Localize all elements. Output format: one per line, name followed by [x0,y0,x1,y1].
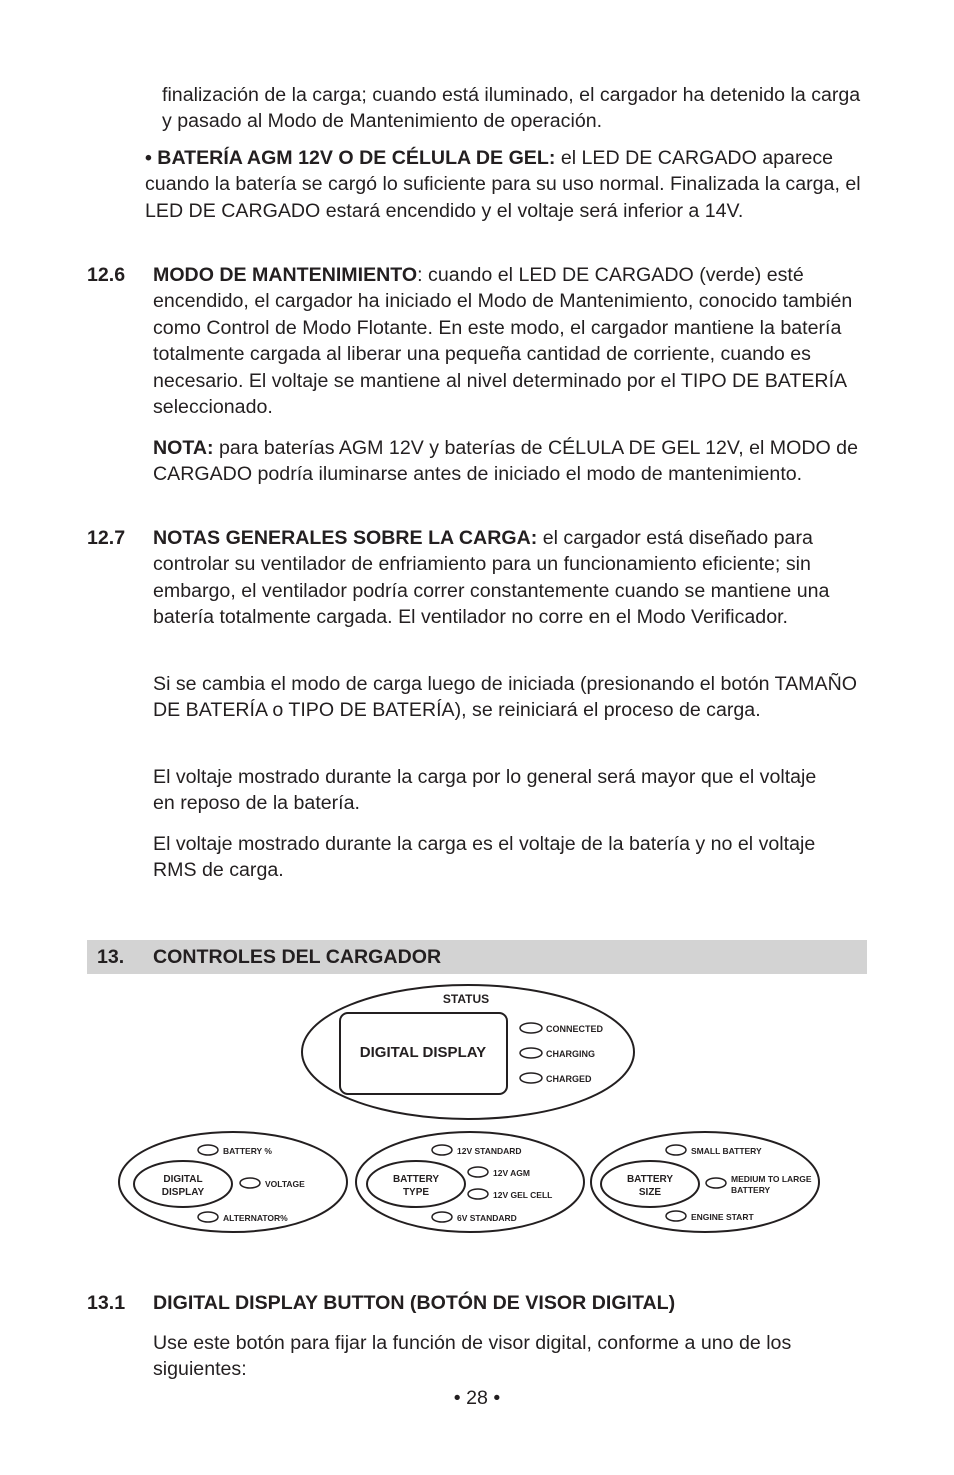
connected-led [520,1023,542,1033]
connected-label: CONNECTED [546,1024,604,1034]
medium-to-large-led [706,1178,726,1188]
12v-standard-led [432,1145,452,1155]
battery-percent-label: BATTERY % [223,1146,272,1156]
note-text: para baterías AGM 12V y baterías de CÉLULA DE GEL 12V, el MODO de CARGADO podría iluminarse antes de iniciado el modo de mantenimiento. [153,437,858,486]
section-13-number: 13. [97,946,125,968]
12v-standard-label: 12V STANDARD [457,1146,522,1156]
medium-to-large-label-2: BATTERY [731,1185,771,1195]
section-12-7-paragraph-3: El voltaje mostrado durante la carga por lo general será mayor que el voltaje en reposo de la batería. [153,766,817,815]
engine-start-label: ENGINE START [691,1212,754,1222]
small-battery-led [666,1145,686,1155]
intro-paragraph: finalización de la carga; cuando está iluminado, el cargador ha detenido la carga y pasado al Modo de Mantenimiento de operación. [162,84,861,133]
section-12-6-text: : cuando el LED DE CARGADO (verde) esté encendido, el cargador ha iniciado el Modo de Mantenimiento, conocido también como Control de Modo Flotante. En este modo, el cargador mantiene la batería totalmente cargada al liberar una pequeña cantidad de corriente, cuando es necesario. El voltaje se mantiene al nivel determinado por el TIPO DE BATERÍA seleccionado. [153,264,853,419]
status-label: STATUS [442,992,490,1006]
charging-led [520,1048,542,1058]
alternator-label: ALTERNATOR% [223,1213,288,1223]
alternator-led [198,1212,218,1222]
6v-standard-label: 6V STANDARD [457,1213,517,1223]
12v-agm-label: 12V AGM [493,1168,531,1178]
voltage-label: VOLTAGE [265,1179,305,1189]
battery-type-button-label-1: BATTERY [392,1174,440,1185]
note-label: NOTA: [153,437,214,459]
charging-label: CHARGING [546,1049,595,1059]
charged-led [520,1073,542,1083]
section-12-6-number: 12.6 [87,264,126,286]
medium-to-large-label-1: MEDIUM TO LARGE [731,1174,812,1184]
digital-display-label: DIGITAL DISPLAY [359,1044,487,1061]
battery-type-button-label-2: TYPE [402,1187,430,1198]
section-12-6-label: MODO DE MANTENIMIENTO [153,264,418,286]
section-12-7-text: el cargador está diseñado para controlar su ventilador de enfriamiento para un funcionamiento eficiente; sin embargo, el ventilador podría correr constantemente cuando se mantiene una batería totalmente cargada. El ventilador no corre en el Modo Verificador. [153,527,830,629]
section-12-7-paragraph-4: El voltaje mostrado durante la carga es el voltaje de la batería y no el voltaje RMS de carga. [153,833,816,882]
page-number: • 28 • [453,1387,501,1409]
voltage-led [240,1178,260,1188]
digital-display-button-label-2: DISPLAY [161,1187,205,1198]
bullet-agm-label: • BATERÍA AGM 12V O DE CÉLULA DE GEL: [145,147,556,169]
12v-gel-cell-label: 12V GEL CELL [493,1190,553,1200]
12v-gel-cell-led [468,1189,488,1199]
section-12-7-paragraph-2: Si se cambia el modo de carga luego de iniciada (presionando el botón TAMAÑO DE BATERÍA o TIPO DE BATERÍA), se reiniciará el proceso de carga. [153,673,857,722]
bullet-agm-text: el LED DE CARGADO aparece cuando la batería se cargó lo suficiente para su uso normal. Finalizada la carga, el LED DE CARGADO estará encendido y el voltaje será inferior a 14V. [145,147,861,222]
charged-label: CHARGED [546,1074,592,1084]
section-13-1-number: 13.1 [87,1292,126,1314]
battery-percent-led [198,1145,218,1155]
section-13-1-title: DIGITAL DISPLAY BUTTON (BOTÓN DE VISOR DIGITAL) [153,1292,676,1314]
section-13-title: CONTROLES DEL CARGADOR [153,946,442,968]
section-12-7-label: NOTAS GENERALES SOBRE LA CARGA: [153,527,538,549]
battery-size-button-label-1: BATTERY [626,1174,674,1185]
digital-display-button-label-1: DIGITAL [163,1174,203,1185]
6v-standard-led [432,1212,452,1222]
battery-size-button-label-2: SIZE [638,1187,662,1198]
12v-agm-led [468,1167,488,1177]
engine-start-led [666,1211,686,1221]
section-13-1-text: Use este botón para fijar la función de visor digital, conforme a uno de los siguientes: [153,1332,792,1381]
section-12-7-number: 12.7 [87,527,126,549]
small-battery-label: SMALL BATTERY [691,1146,762,1156]
